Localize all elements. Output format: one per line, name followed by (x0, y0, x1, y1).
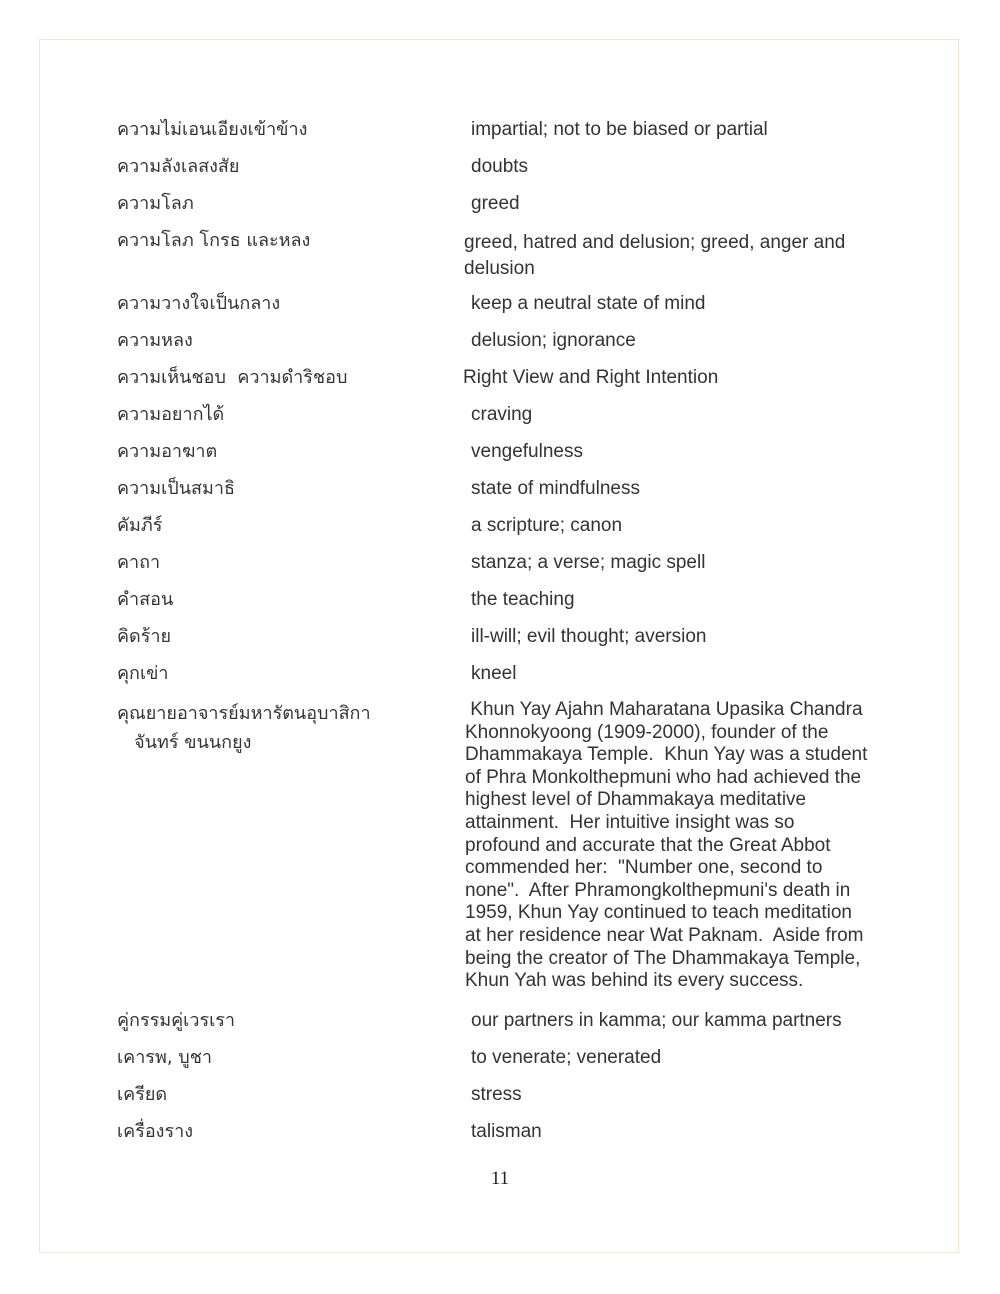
page-number: 11 (490, 1168, 510, 1189)
thai-term: ความโลภ โกรธ และหลง (117, 230, 311, 251)
english-definition: craving (471, 404, 533, 425)
thai-term: คิดร้าย (117, 626, 172, 647)
english-definition: delusion; ignorance (471, 330, 636, 351)
thai-term: คู่กรรมคู่เวรเรา (117, 1010, 236, 1031)
thai-term: ความเป็นสมาธิ (117, 478, 235, 499)
thai-term: เครื่องราง (117, 1121, 194, 1142)
thai-term: คุกเข่า (117, 663, 169, 684)
thai-term: คาถา (117, 552, 161, 573)
english-definition: Khun Yay Ajahn Maharatana Upasika Chandra Khonnokyoong (1909-2000), founder of the Dhammakaya Temple. Khun Yay was a student of Phra Monkolthepmuni who had achieved the highest level of Dhammakaya meditative attainment. Her intuitive insight was so profound and accurate that the Great Abbot commended her: "Number one, second to none". After Phramongkolthepmuni's death in 1959, Khun Yay continued to teach meditation at her residence near Wat Paknam. Aside from being the creator of The Dhammakaya Temple, Khun Yah was behind its every success. (465, 699, 868, 992)
thai-term: ความวางใจเป็นกลาง (117, 293, 281, 314)
thai-term: คุณยายอาจารย์มหารัตนอุบาสิกา จันทร์ ขนนกยูง (117, 703, 371, 753)
english-definition: our partners in kamma; our kamma partners (471, 1010, 842, 1031)
thai-term: ความอาฆาต (117, 441, 218, 462)
english-definition: doubts (471, 156, 529, 177)
thai-term: ความหลง (117, 330, 193, 351)
english-definition: the teaching (471, 589, 575, 610)
english-definition: Right View and Right Intention (463, 367, 719, 388)
thai-term: ความเห็นชอบ ความดำริชอบ (117, 367, 348, 388)
thai-term: คำสอน (117, 589, 174, 610)
english-definition: kneel (471, 663, 517, 684)
thai-term: ความไม่เอนเอียงเข้าข้าง (117, 119, 308, 140)
english-definition: stress (471, 1084, 522, 1105)
english-definition: vengefulness (471, 441, 583, 462)
english-definition: state of mindfulness (471, 478, 640, 499)
english-definition: a scripture; canon (471, 515, 623, 536)
english-definition: to venerate; venerated (471, 1047, 662, 1068)
thai-term: เคารพ, บูชา (117, 1047, 213, 1068)
thai-term: ความโลภ (117, 193, 194, 214)
thai-term: ความลังเลสงสัย (117, 156, 240, 177)
thai-term: คัมภีร์ (117, 515, 163, 536)
english-definition: stanza; a verse; magic spell (471, 552, 706, 573)
thai-term: เครียด (117, 1084, 168, 1105)
thai-term: ความอยากได้ (117, 404, 225, 425)
english-definition: greed, hatred and delusion; greed, anger and delusion (464, 232, 846, 279)
english-definition: impartial; not to be biased or partial (471, 119, 768, 140)
english-definition: talisman (471, 1121, 542, 1142)
english-definition: ill-will; evil thought; aversion (471, 626, 707, 647)
english-definition: keep a neutral state of mind (471, 293, 706, 314)
english-definition: greed (471, 193, 520, 214)
